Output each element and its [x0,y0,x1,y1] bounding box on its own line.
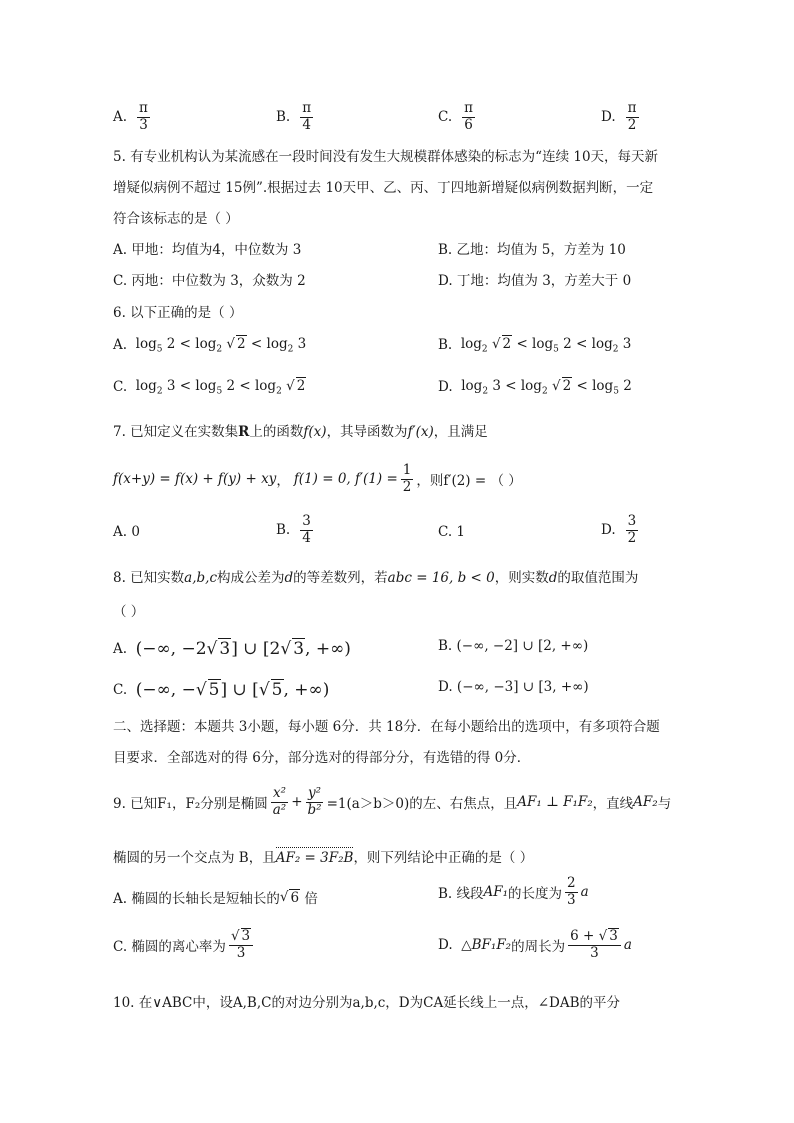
q6-stem: 6. 以下正确的是（ ） [113,305,243,321]
q5-stem-line3: 符合该标志的是（ ） [113,211,239,227]
q9-stem-line2: 椭圆的另一个交点为 B，且AF₂ = 3F₂B，则下列结论中正确的是（ ） [113,850,534,866]
q8-stem: 8. 已知实数a,b,c构成公差为d的等差数列，若abc = 16, b < 0，则实数d的取值范围为 [113,570,639,586]
q4-option-a: A. $\frac{\pi}{3}$ [113,100,148,133]
q7-stem: 7. 已知定义在实数集R上的函数f(x)，其导函数为f′(x)，且满足 [113,424,488,440]
q7-option-d: D. $\frac{3}{2}$ [601,513,637,546]
q5-option-d: D. 丁地：均值为 3，方差大于 0 [438,273,632,289]
q9-option-a: A. 椭圆的长轴长是短轴长的 √ 6 倍 [113,889,318,907]
q9-option-b: B. 线段 AF₁ 的长度为 $\frac{2}{3}$ a [438,875,589,908]
q5-option-c: C. 丙地：中位数为 3，众数为 2 [113,273,306,289]
q7-condition: f(x+y) = f(x) + f(y) + xy ， f(1) = 0, f′(1) = $\frac{1}{2}$ ，则f′(2) = （ ） [113,462,522,495]
q6-option-a: A. $\log_5 2 < \log_2$ √ $2 < \log_2 3$ [113,336,307,355]
q7-option-b: B. $\frac{3}{4}$ [276,513,311,546]
q7-option-a: A. 0 [113,524,140,540]
q6-option-d: D. $\log_2 3 < \log_2$ √ $2 < \log_5 2$ [438,378,632,397]
q8-option-c: C. (−∞, −√ 5] ∪ [√ 5, +∞) [113,680,330,700]
q4-option-b: B. $\frac{\pi}{4}$ [276,100,312,133]
section2-line1: 二、选择题：本题共 3小题，每小题 6分．共 18分．在每小题给出的选项中，有多项符合题 [113,719,660,735]
q4-option-c: C. $\frac{\pi}{6}$ [438,100,474,133]
q7-option-c: C. 1 [438,524,466,540]
q10-stem: 10. 在∨ABC中，设A,B,C的对边分别为a,b,c，D为CA延长线上一点，∠DAB的平分 [113,995,621,1011]
q4-option-d: D. $\frac{\pi}{2}$ [601,100,637,133]
q9-option-d: D. △BF₁F₂ 的周长为 $\frac{6 + √ 3}{3}$ a [438,928,632,961]
q8-option-d: D. (−∞, −3] ∪ [3, +∞) [438,679,589,695]
section2-line2: 目要求．全部选对的得 6分，部分选对的得部分分，有选错的得 0分． [113,750,531,766]
q5-stem-line2: 增疑似病例不超过 15例”.根据过去 10天甲、乙、丙、丁四地新增疑似病例数据判断，一定 [113,180,654,196]
q5-option-b: B. 乙地：均值为 5，方差为 10 [438,242,626,258]
q8-paren: （ ） [113,604,145,620]
q6-option-c: C. $\log_2 3 < \log_5 2 < \log_2$ √ 2 [113,378,306,397]
q8-option-b: B. (−∞, −2] ∪ [2, +∞) [438,638,589,654]
q6-option-b: B. $\log_2$ √ $2 < \log_5 2 < \log_2 3$ [438,336,632,355]
q5-option-a: A. 甲地：均值为4，中位数为 3 [113,242,302,258]
q5-stem-line1: 5. 有专业机构认为某流感在一段时间没有发生大规模群体感染的标志为“连续 10天，每天新 [113,149,659,165]
q9-stem-line1: 9. 已知F₁，F₂分别是椭圆 $\frac{\text{x²}}{\text{a²}}$ + $\frac{\text{y²}}{\text{b²}}$ =1(a＞b＞0)的左、右焦点，且 AF₁ ⊥ F₁F₂ ，直线 AF₂ 与 [113,785,672,818]
q8-option-a: A. (−∞, −2√ 3] ∪ [2√ 3, +∞) [113,639,351,659]
q9-option-c: C. 椭圆的离心率为 $\frac{√ 3}{3}$ [113,928,256,961]
